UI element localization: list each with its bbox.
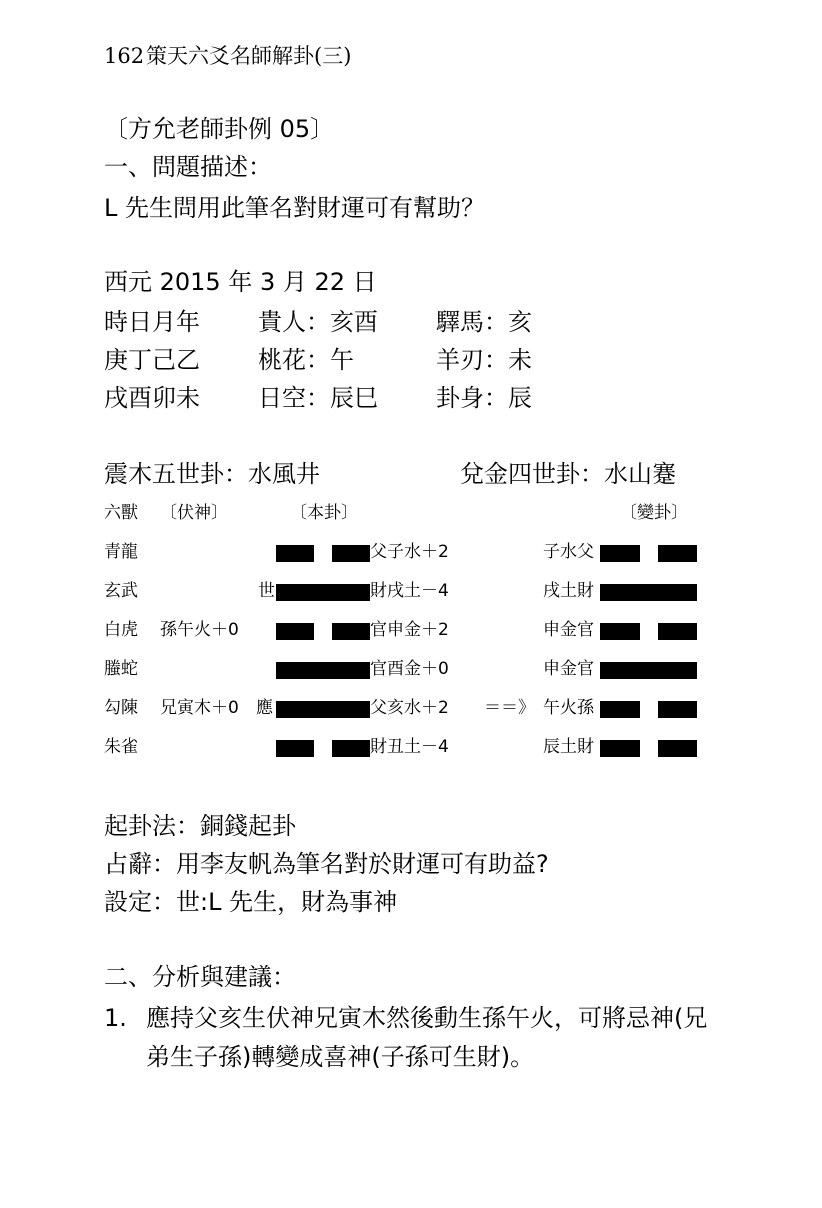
- change-arrow: ＝＝》: [484, 698, 535, 718]
- col-header-beasts: 六獸: [104, 503, 138, 523]
- bian-yao-label: 子水父: [543, 542, 594, 562]
- page-number: 162: [104, 44, 145, 68]
- fushen-label: 孫午火＋0: [160, 620, 239, 640]
- bian-yao-label: 午火孫: [543, 698, 594, 718]
- section2-heading: 二、分析與建議：: [104, 963, 296, 991]
- ben-yao-yang: [276, 584, 370, 601]
- bian-yao-yang: [600, 662, 697, 679]
- fushen-label: 兄寅木＋0: [160, 698, 239, 718]
- info-row-2-col2: 桃花：午: [258, 346, 354, 374]
- ben-yao-label: 官申金＋2: [370, 620, 449, 640]
- col-header-biangua: 〔變卦〕: [620, 503, 688, 523]
- ben-yao-yin-left: [276, 545, 314, 562]
- bian-yao-label: 辰土財: [543, 737, 594, 757]
- section1-heading: 一、問題描述：: [104, 153, 272, 181]
- ben-yao-label: 父子水＋2: [370, 542, 449, 562]
- col-header-bengua: 〔本卦〕: [290, 503, 358, 523]
- bian-yao-yin-left: [600, 545, 640, 562]
- ben-gua-title: 震木五世卦：水風井: [104, 460, 320, 488]
- col-header-fushen: 〔伏神〕: [160, 503, 228, 523]
- beast-label: 螣蛇: [104, 659, 138, 679]
- zhanci: 占辭：用李友帆為筆名對於財運可有助益?: [104, 850, 549, 878]
- bian-yao-label: 戌土財: [543, 581, 594, 601]
- question-text: L 先生問用此筆名對財運可有幫助？: [104, 194, 485, 222]
- ben-yao-yin-right: [332, 623, 370, 640]
- ben-yao-label: 財戌土－4: [370, 581, 449, 601]
- info-row-1-col3: 驛馬：亥: [436, 308, 532, 336]
- bian-yao-yin-right: [658, 545, 697, 562]
- beast-label: 青龍: [104, 542, 138, 562]
- bian-yao-yin-left: [600, 701, 640, 718]
- info-row-3-col1: 戌酉卯未: [104, 384, 200, 412]
- ben-yao-label: 官酉金＋0: [370, 659, 449, 679]
- bian-yao-yin-left: [600, 623, 640, 640]
- bian-yao-yang: [600, 584, 697, 601]
- info-row-1-col1: 時日月年: [104, 308, 200, 336]
- bian-yao-yin-left: [600, 740, 640, 757]
- ben-yao-label: 財丑土－4: [370, 737, 449, 757]
- bian-yao-label: 申金官: [543, 620, 594, 640]
- bian-yao-yin-right: [658, 701, 697, 718]
- info-row-3-col3: 卦身：辰: [436, 384, 532, 412]
- ben-yao-label: 父亥水＋2: [370, 698, 449, 718]
- ben-yao-yin-left: [276, 740, 314, 757]
- info-row-3-col2: 日空：辰巳: [258, 384, 378, 412]
- info-row-1-col2: 貴人：亥酉: [258, 308, 378, 336]
- shi-marker: 世: [258, 581, 275, 601]
- bian-gua-title: 兌金四世卦：水山蹇: [460, 460, 676, 488]
- info-row-2-col1: 庚丁己乙: [104, 346, 200, 374]
- info-row-2-col3: 羊刃：未: [436, 346, 532, 374]
- qigua-method: 起卦法：銅錢起卦: [104, 812, 296, 840]
- ben-yao-yin-left: [276, 623, 314, 640]
- bian-yao-label: 申金官: [543, 659, 594, 679]
- beast-label: 朱雀: [104, 737, 138, 757]
- sheding: 設定：世:L 先生，財為事神: [104, 888, 398, 916]
- analysis-line-1: 應持父亥生伏神兄寅木然後動生孫午火，可將忌神(兄: [146, 1004, 708, 1032]
- ben-yao-yin-right: [332, 740, 370, 757]
- bian-yao-yin-right: [658, 623, 697, 640]
- bian-yao-yin-right: [658, 740, 697, 757]
- beast-label: 玄武: [104, 581, 138, 601]
- beast-label: 勾陳: [104, 698, 138, 718]
- ben-yao-yang: [276, 662, 370, 679]
- case-title: 〔方允老師卦例 05〕: [104, 115, 335, 143]
- ben-yao-yin-right: [332, 545, 370, 562]
- book-title: 策天六爻名師解卦(三): [146, 44, 352, 68]
- ben-yao-yang: [276, 701, 370, 718]
- list-item-number: 1.: [104, 1004, 127, 1032]
- date-line: 西元 2015 年 3 月 22 日: [104, 268, 377, 296]
- ying-marker: 應: [256, 698, 273, 718]
- analysis-line-2: 弟生子孫)轉變成喜神(子孫可生財)。: [146, 1043, 535, 1071]
- beast-label: 白虎: [104, 620, 138, 640]
